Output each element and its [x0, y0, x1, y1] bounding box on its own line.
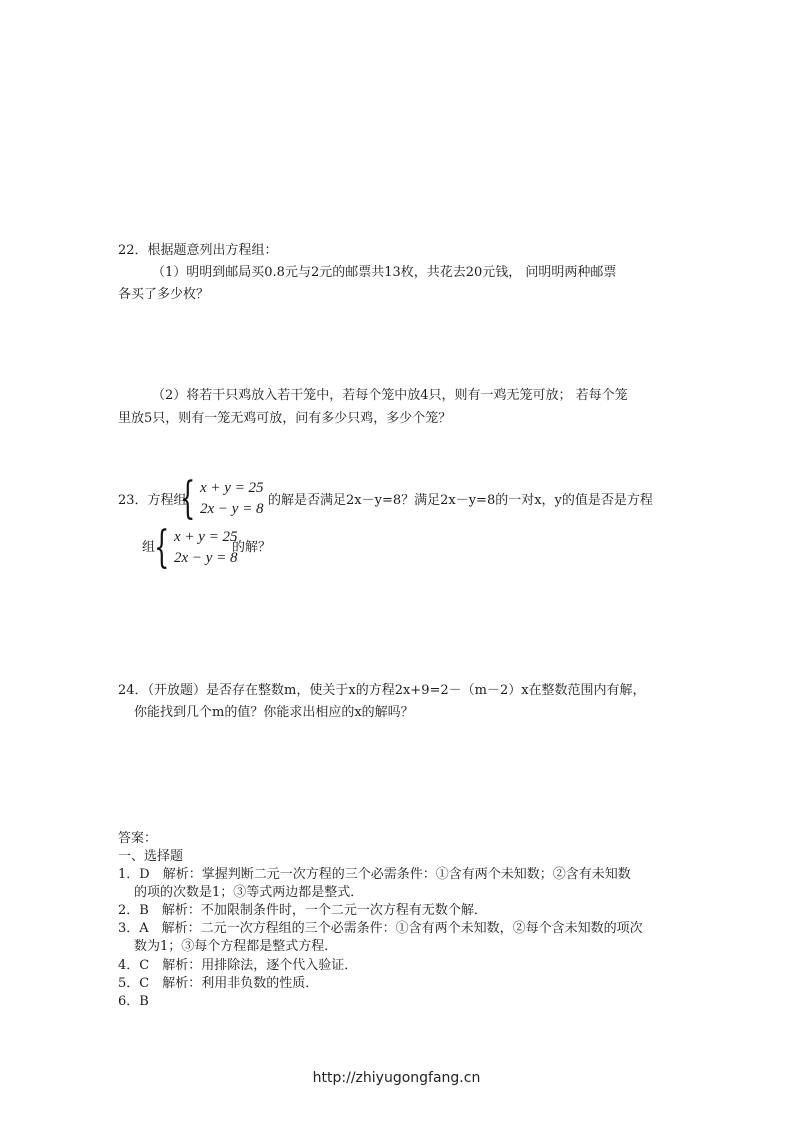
answers-heading: 答案：: [118, 831, 158, 846]
answer-1-line2: 的项的次数是1；③等式两边都是整式．: [134, 885, 364, 900]
q23-equation-system-2: [154, 522, 238, 573]
q22-part2-line1: （2）将若干只鸡放入若干笼中，若每个笼中放4只，则有一鸡无笼可放； 若每个笼: [152, 388, 628, 403]
answer-6: 6．B: [118, 994, 149, 1009]
q23-suffix2: 的解？: [232, 540, 272, 555]
q22-part1-line1: （1）明明到邮局买0.8元与2元的邮票共13枚，共花去20元钱， 问明明两种邮票: [152, 265, 617, 280]
answer-4: 4．C 解析：用排除法，逐个代入验证．: [118, 958, 358, 973]
q22-part1-line2: 各买了多少枚？: [118, 287, 210, 302]
left-brace-icon: {: [180, 473, 196, 524]
q24-line2: 你能找到几个m的值？你能求出相应的x的解吗？: [134, 705, 414, 720]
q23-eq1: x + y = 25: [200, 480, 264, 496]
answer-1-line1: 1．D 解析：掌握判断二元一次方程的三个必需条件：①含有两个未知数；②含有未知数: [118, 867, 631, 882]
answers-section: 一、选择题: [118, 849, 184, 864]
q23-prefix: 23．方程组: [118, 493, 187, 508]
q22-title: 22．根据题意列出方程组：: [118, 243, 278, 258]
q23-prefix2: 组: [142, 540, 156, 555]
q23-eq1-repeat: x + y = 25: [174, 529, 238, 545]
footer-url[interactable]: http://zhiyugongfang.cn: [312, 1070, 481, 1086]
q24-line1: 24．（开放题）是否存在整数m，使关于x的方程2x+9=2－（m－2）x在整数范围内有解，: [118, 683, 646, 698]
answer-3-line2: 数为1；③每个方程都是整式方程．: [134, 939, 338, 954]
q23-middle: 的解是否满足2x－y=8？满足2x－y=8的一对x，y的值是否是方程: [268, 493, 653, 508]
q23-eq2: 2x − y = 8: [200, 501, 264, 517]
answer-2: 2．B 解析：不加限制条件时，一个二元一次方程有无数个解．: [118, 903, 487, 918]
answer-5: 5．C 解析：利用非负数的性质．: [118, 976, 319, 991]
answer-3-line1: 3．A 解析：二元一次方程组的三个必需条件：①含有两个未知数，②每个含未知数的项次: [118, 921, 643, 936]
q23-eq2-repeat: 2x − y = 8: [174, 550, 238, 566]
left-brace-icon: {: [154, 522, 170, 573]
q23-equation-system-1: [180, 473, 264, 524]
q22-part2-line2: 里放5只，则有一笼无鸡可放，问有多少只鸡，多少个笼？: [118, 411, 452, 426]
